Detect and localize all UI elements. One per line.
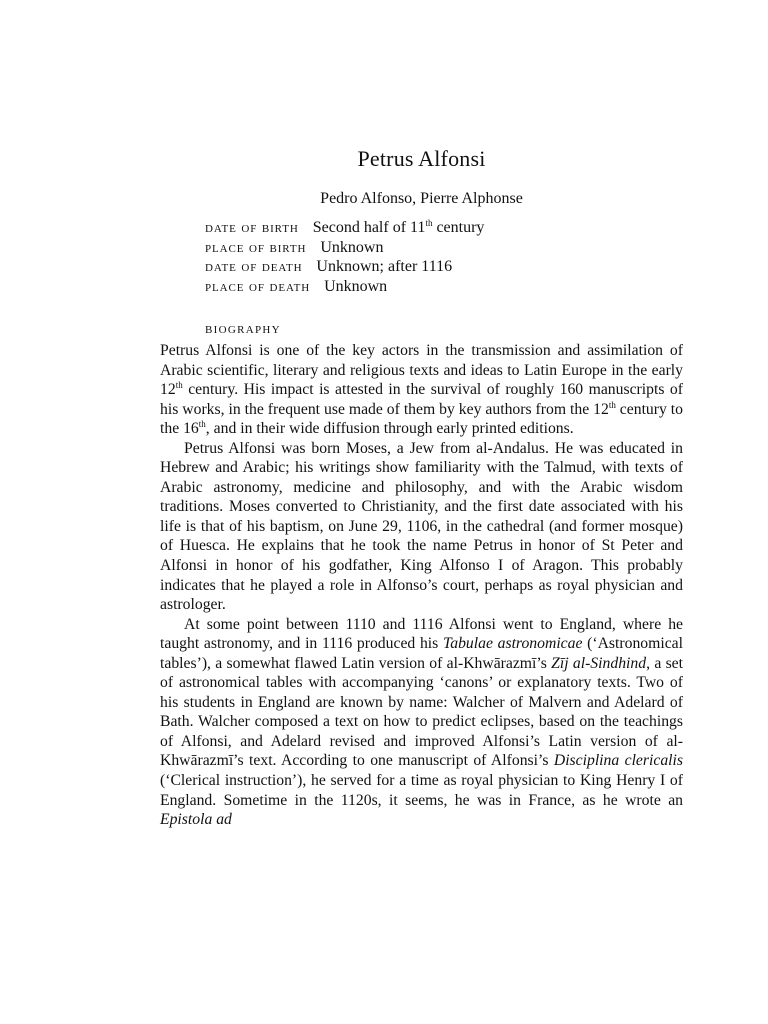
entry-title: Petrus Alfonsi bbox=[357, 146, 486, 171]
fact-date-of-death bbox=[205, 257, 675, 277]
fact-label: place of death bbox=[205, 278, 311, 295]
fact-label: place of birth bbox=[205, 239, 307, 256]
fact-place-of-birth bbox=[205, 238, 675, 258]
paragraph: At some point between 1110 and 1116 Alfonsi went to England, where he taught astronomy, and in 1116 produced his Tabulae astronomicae (‘Astronomical tables’), a somewhat flawed Latin version of al-Khwārazmī’s Zīj al-Sindhind, a set of astronomical tables with accompanying ‘canons’ or explanatory texts. Two of his students in England are known by name: Walcher of Malvern and Adelard of Bath. Walcher composed a text on how to predict eclipses, based on the teachings of Alfonsi, and Adelard revised and improved Alfonsi’s Latin version of al-Khwārazmī’s text. According to one manuscript of Alfonsi’s Disciplina clericalis (‘Clerical instruction’), he served for a time as royal physician to King Henry I of England. Sometime in the 1120s, it seems, he was in France, as he wrote an Epistola ad bbox=[160, 615, 683, 829]
paragraph: Petrus Alfonsi is one of the key actors in the transmission and assimilation of Arabic scientific, literary and religious texts and ideas to Latin Europe in the early 12th century. His impact is attested in the survival of roughly 160 manuscripts of his works, in the frequent use made of them by key authors from the 12th century to the 16th, and in their wide diffusion through early printed editions. bbox=[160, 342, 684, 438]
fact-value: Unknown; after 1116 bbox=[316, 258, 453, 275]
alternate-names: Pedro Alfonso, Pierre Alphonse bbox=[320, 190, 523, 207]
biography-body bbox=[160, 341, 683, 830]
fact-value: Unknown bbox=[324, 277, 388, 295]
fact-date-of-birth bbox=[205, 218, 675, 238]
fact-value: Unknown bbox=[320, 238, 384, 256]
fact-label: date of birth bbox=[205, 220, 299, 236]
paragraph: Petrus Alfonsi was born Moses, a Jew from al-Andalus. He was educated in Hebrew and Arabic; his writings show familiarity with the Talmud, with texts of Arabic astronomy, medicine and philosophy, and with the Arabic wisdom traditions. Moses converted to Christianity, and the first date associated with his life is that of his baptism, on June 29, 1106, in the cathedral (and former mosque) of Huesca. He explains that he took the name Petrus in honor of St Peter and Alfonsi in honor of his godfather, King Alfonso I of Aragon. This probably indicates that he played a role in Alfonso’s court, perhaps as royal physician and astrologer. bbox=[160, 439, 683, 614]
fact-label: date of death bbox=[205, 259, 303, 275]
fact-value: Second half of 11th century bbox=[312, 218, 485, 236]
section-heading-biography: biography bbox=[205, 321, 281, 337]
fact-place-of-death bbox=[205, 277, 675, 297]
facts-list bbox=[205, 218, 675, 296]
